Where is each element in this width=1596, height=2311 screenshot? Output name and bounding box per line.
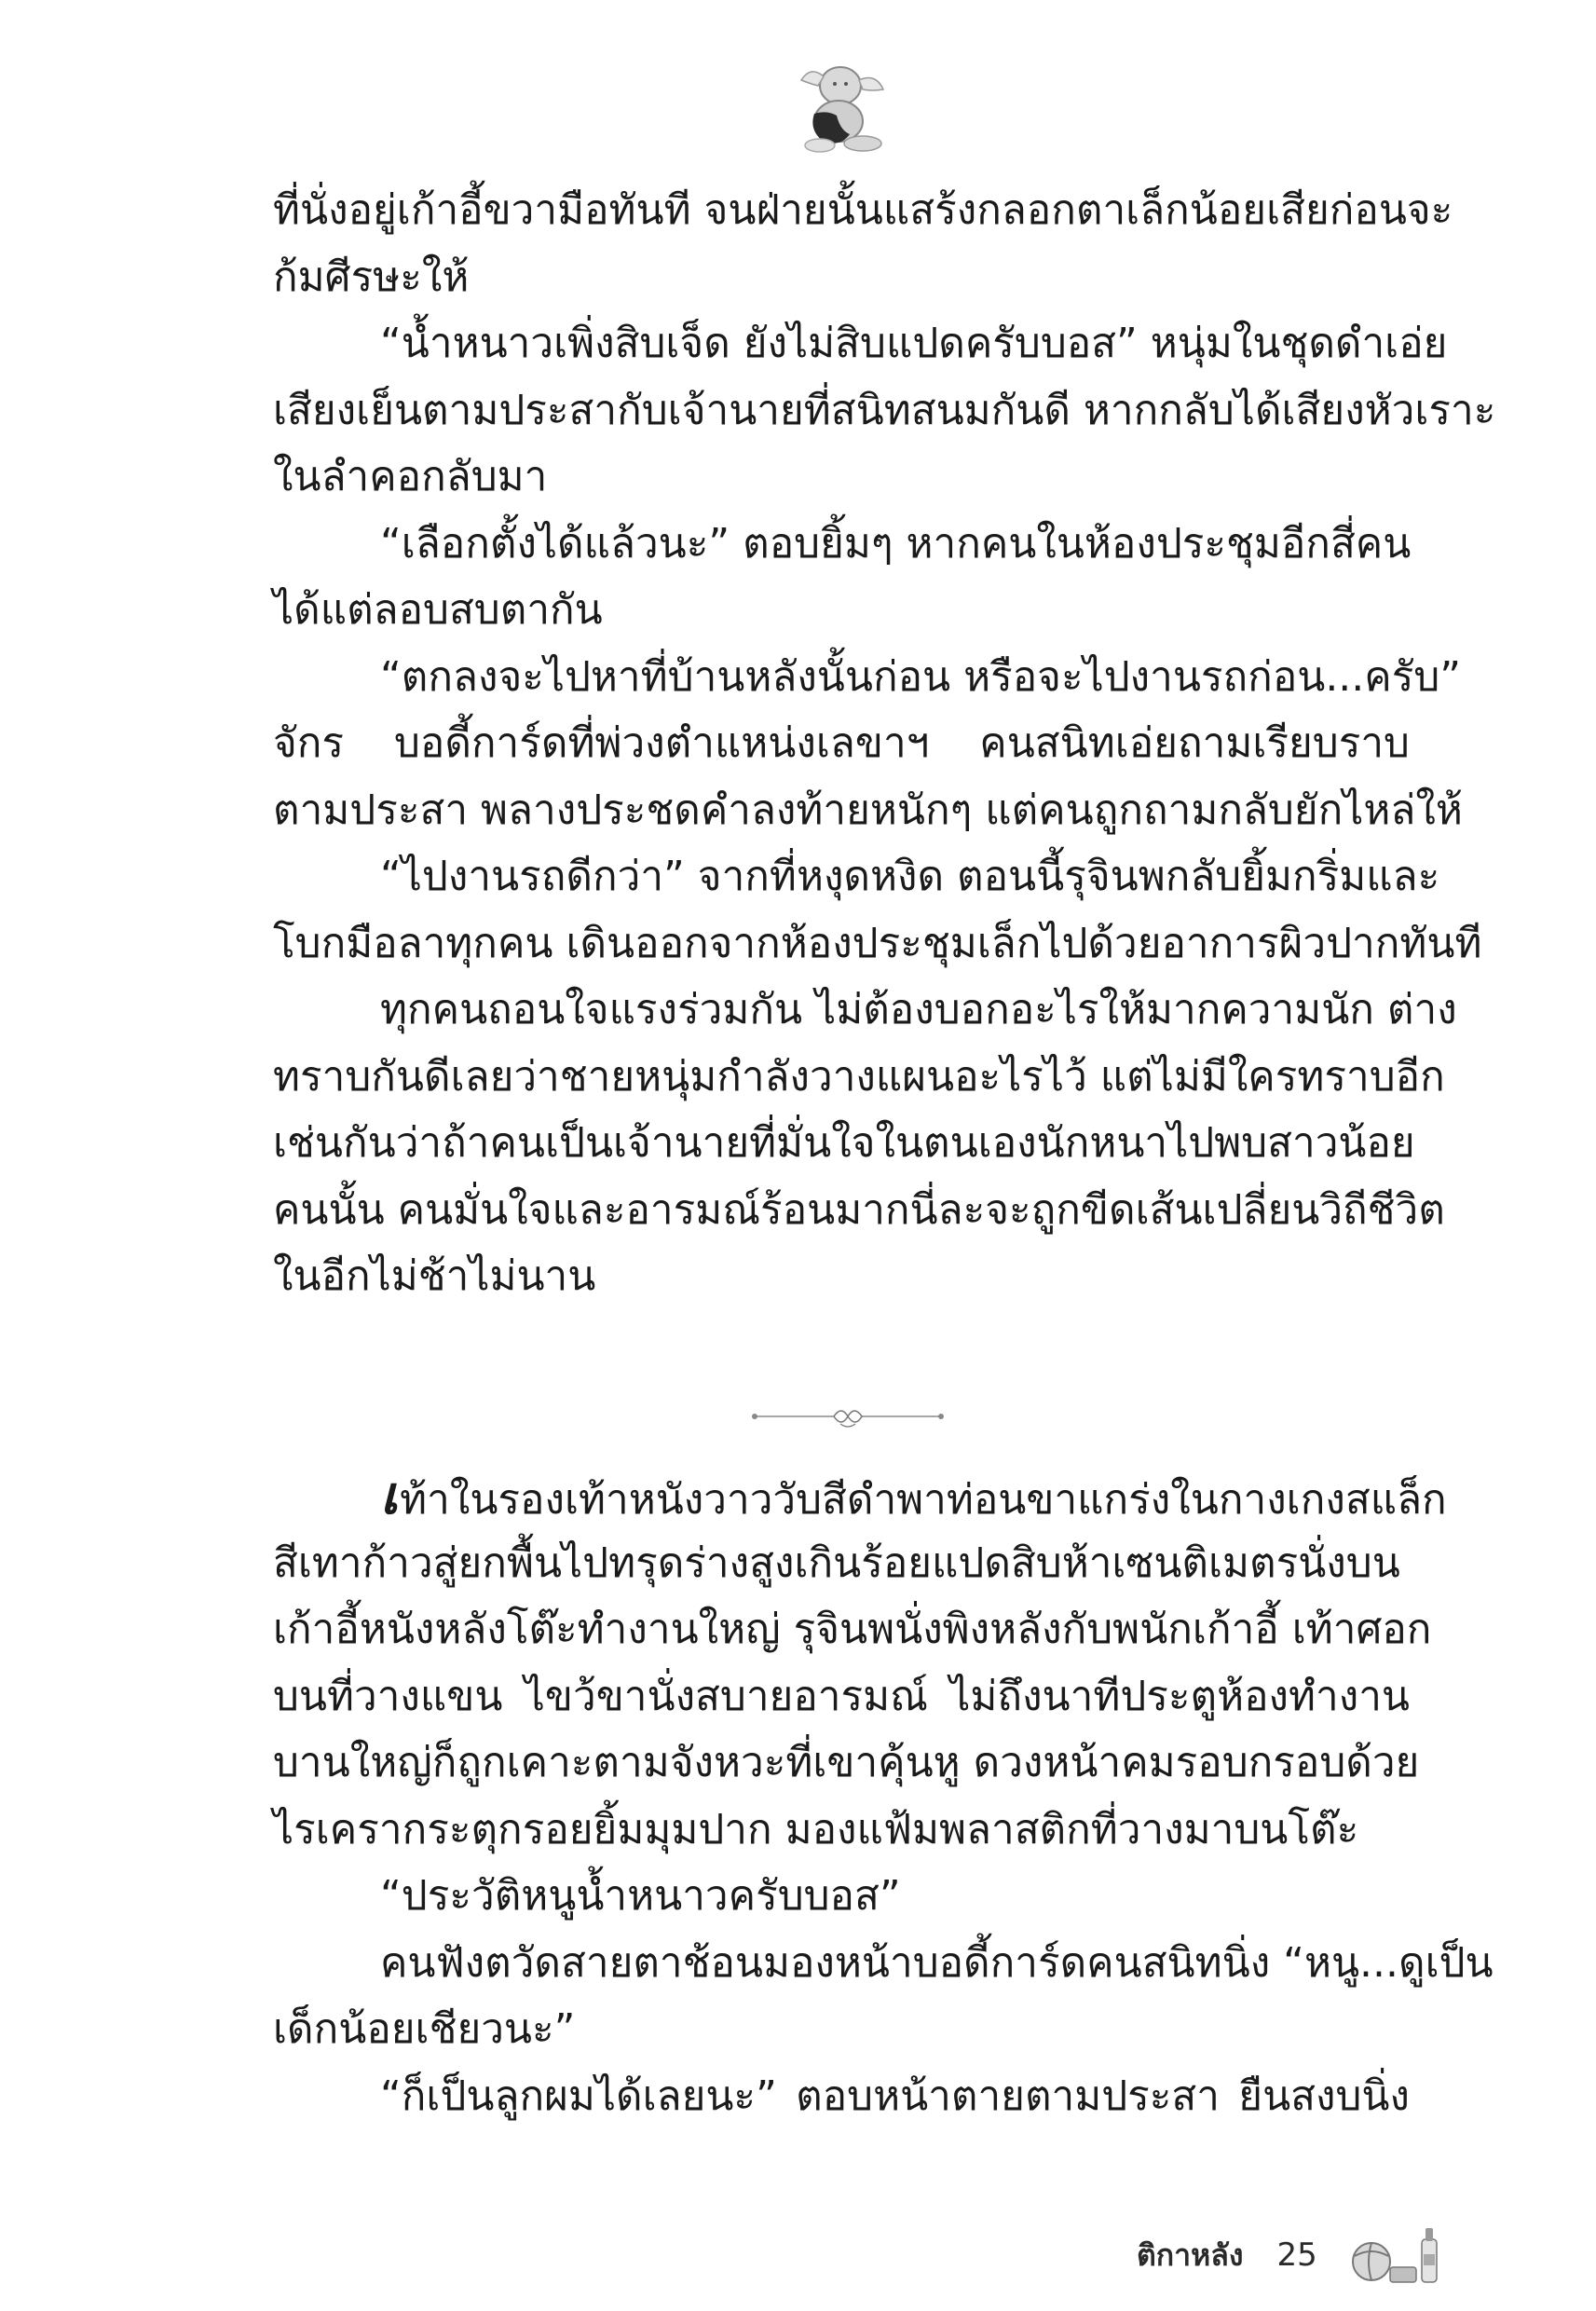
text-line: ก้มศีรษะให้ <box>273 253 470 301</box>
text-block-bottom <box>273 1463 1494 2129</box>
text-line: เสียงเย็นตามประสากับเจ้านายที่สนิทสนมกันดี หากกลับได้เสียงหัวเราะ <box>273 386 1496 434</box>
text-block-top <box>273 177 1496 1310</box>
text-line: ไรเครากระตุกรอยยิ้มมุมปาก มองแฟ้มพลาสติกที่วางมาบนโต๊ะ <box>273 1805 1359 1853</box>
text-line: ทราบกันดีเลยว่าชายหนุ่มกำลังวางแผนอะไรไว้ แต่ไม่มีใครทราบอีก <box>273 1052 1445 1101</box>
page-footer <box>1137 2227 1442 2283</box>
text-line: คนฟังตวัดสายตาช้อนมองหน้าบอดี้การ์ดคนสนิทนิ่ง “หนู...ดูเป็น <box>380 1938 1494 1987</box>
text-line-content: ท้าในรองเท้าหนังวาววับสีดำพาท่อนขาแกร่งในกางเกงสแล็ก <box>400 1476 1447 1524</box>
text-line: “น้ำหนาวเพิ่งสิบเจ็ด ยังไม่สิบแปดครับบอส” หนุ่มในชุดดำเอ่ย <box>380 320 1448 367</box>
text-line-first <box>273 1463 1447 1530</box>
text-line: เด็กน้อยเชียวนะ” <box>273 2005 576 2053</box>
drop-cap: เ <box>380 1465 399 1526</box>
page-number: 25 <box>1276 2236 1317 2274</box>
text-line: จักร บอดี้การ์ดที่พ่วงตำแหน่งเลขาฯ คนสนิทเอ่ยถามเรียบราบ <box>273 719 1410 767</box>
book-title: ติกาหลัง <box>1137 2236 1244 2273</box>
text-line: เก้าอี้หนังหลังโต๊ะทำงานใหญ่ รุจินพนั่งพิงหลังกับพนักเก้าอี้ เท้าศอก <box>273 1606 1432 1653</box>
text-line: สีเทาก้าวสู่ยกพื้นไปทรุดร่างสูงเกินร้อยแปดสิบห้าเซนติเมตรนั่งบน <box>273 1538 1400 1587</box>
text-line: ได้แต่ลอบสบตากัน <box>273 586 603 634</box>
text-line: เช่นกันว่าถ้าคนเป็นเจ้านายที่มั่นใจในตนเองนักหนาไปพบสาวน้อย <box>273 1119 1415 1167</box>
text-line: “ตกลงจะไปหาที่บ้านหลังนั้นก่อน หรือจะไปงานรถก่อน...ครับ” <box>380 652 1462 701</box>
text-line: ตามประสา พลางประชดคำลงท้ายหนักๆ แต่คนถูกถามกลับยักไหล่ให้ <box>273 786 1463 834</box>
text-line: ในลำคอกลับมา <box>273 453 548 500</box>
text-line: บานใหญ่ก็ถูกเคาะตามจังหวะที่เขาคุ้นหู ดวงหน้าคมรอบกรอบด้วย <box>273 1739 1420 1786</box>
text-line: “ก็เป็นลูกผมได้เลยนะ” ตอบหน้าตายตามประสา ยืนสงบนิ่ง <box>380 2072 1410 2120</box>
text-line: ในอีกไม่ช้าไม่นาน <box>273 1252 596 1300</box>
text-line: ทุกคนถอนใจแรงร่วมกัน ไม่ต้องบอกอะไรให้มากความนัก ต่าง <box>380 986 1457 1033</box>
text-line: ที่นั่งอยู่เก้าอี้ขวามือทันที จนฝ่ายนั้นแสร้งกลอกตาเล็กน้อยเสียก่อนจะ <box>273 186 1453 234</box>
text-line: โบกมือลาทุกคน เดินออกจากห้องประชุมเล็กไปด้วยอาการผิวปากทันที <box>273 919 1482 967</box>
text-line: คนนั้น คนมั่นใจและอารมณ์ร้อนมากนี่ละจะถูกขีดเส้นเปลี่ยนวิถีชีวิต <box>273 1185 1445 1234</box>
text-line: “ไปงานรถดีกว่า” จากที่หงุดหงิด ตอนนี้รุจินพกลับยิ้มกริ่มและ <box>380 853 1440 900</box>
beach-ball-bottle-icon <box>1349 2222 1442 2288</box>
text-line: บนที่วางแขน ไขว้ขานั่งสบายอารมณ์ ไม่ถึงนาทีประตูห้องทำงาน <box>273 1672 1410 1720</box>
text-line: “เลือกตั้งได้แล้วนะ” ตอบยิ้มๆ หากคนในห้องประชุมอีกสี่คน <box>380 519 1412 567</box>
cherub-ornament-icon <box>783 56 904 158</box>
section-divider-icon <box>745 1398 950 1435</box>
text-line: “ประวัติหนูน้ำหนาวครับบอส” <box>380 1872 901 1920</box>
